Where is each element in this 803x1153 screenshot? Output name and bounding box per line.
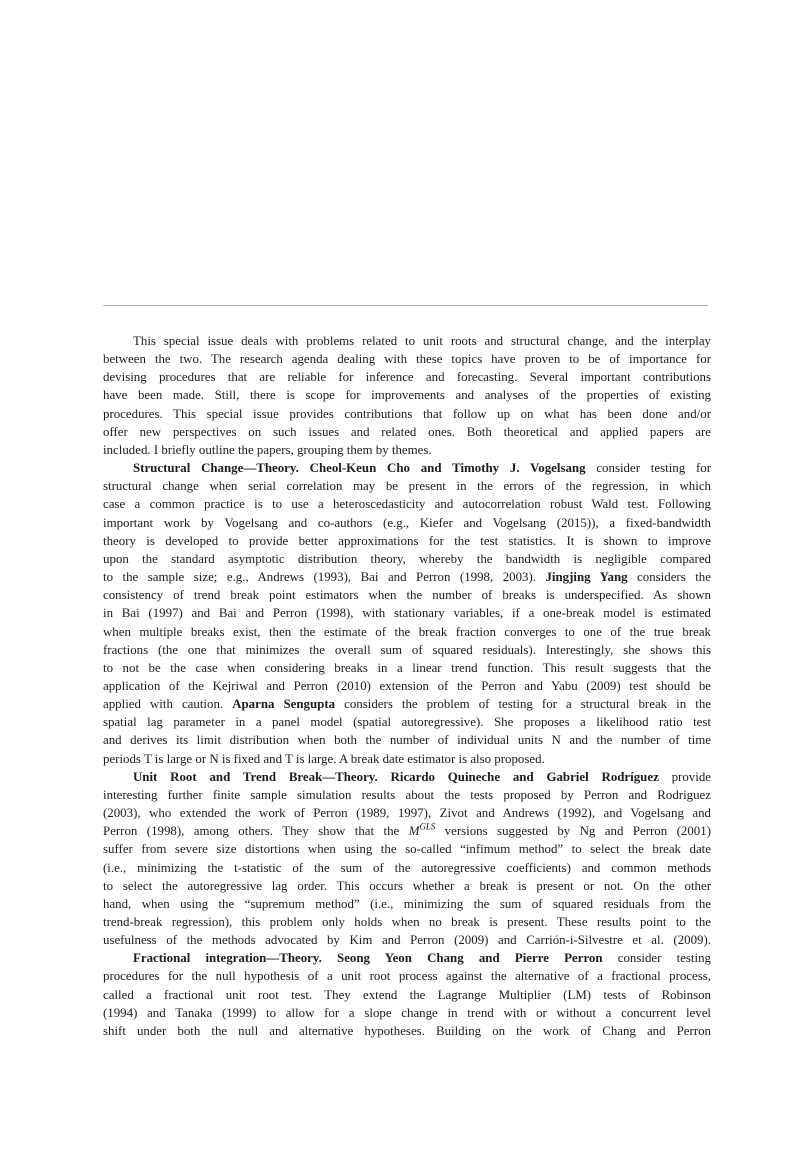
text-line [103, 750, 711, 768]
text-line [103, 1022, 711, 1040]
text-line [103, 931, 711, 949]
text-run: included. I briefly outline the papers, grouping them by themes. [103, 442, 432, 457]
text-line [103, 514, 711, 532]
text-run: suffer from severe size distortions when using the so-called “infimum method” to select the break date [103, 842, 711, 857]
text-line [103, 623, 711, 641]
bold-text-run: Jingjing Yang [545, 570, 628, 585]
text-run: provide [658, 769, 711, 784]
text-line [103, 423, 711, 441]
text-line [103, 586, 711, 604]
paragraph [103, 459, 711, 768]
text-run: usefulness of the methods advocated by Kim and Perron (2009) and Carrión-i-Silvestre et al. (2009). [103, 933, 711, 948]
text-line [103, 477, 711, 495]
text-run: application of the Kejriwal and Perron (2010) extension of the Perron and Yabu (2009) test should be [103, 678, 711, 693]
superscript-run: GLS [419, 821, 436, 832]
text-line [103, 532, 711, 550]
text-run: (1994) and Tanaka (1999) to allow for a slope change in trend with or without a concurrent level [103, 1005, 711, 1020]
text-run: procedures for the null hypothesis of a unit root process against the alternative of a fractional process, [103, 969, 711, 984]
text-run: offer new perspectives on such issues and related ones. Both theoretical and applied papers are [103, 424, 711, 439]
text-run: theory is developed to provide better approximations for the test statistics. It is shown to improve [103, 533, 711, 548]
text-run: (i.e., minimizing the t-statistic of the sum of the autoregressive coefficients) and common methods [103, 860, 711, 875]
text-run: when multiple breaks exist, then the estimate of the break fraction converges to one of the true break [103, 624, 711, 639]
text-run: considers the problem of testing for a structural break in the [335, 697, 711, 712]
text-line [103, 1004, 711, 1022]
text-run: This special issue deals with problems related to unit roots and structural change, and the interplay [133, 334, 711, 348]
text-line [103, 804, 711, 822]
bold-text-run: Unit Root and Trend Break—Theory. Ricardo Quineche and Gabriel Rodríguez [133, 769, 659, 784]
paragraph [103, 768, 711, 950]
text-run: periods T is large or N is fixed and T is large. A break date estimator is also proposed. [103, 751, 545, 766]
text-run: to select the autoregressive lag order. This occurs whether a break is present or not. On the other [103, 878, 711, 893]
text-run: interesting further finite sample simulation results about the tests proposed by Perron and Rodriguez [103, 787, 711, 802]
text-line [103, 350, 711, 368]
text-line [103, 677, 711, 695]
text-line [103, 495, 711, 513]
text-run: called a fractional unit root test. They extend the Lagrange Multiplier (LM) tests of Robinson [103, 987, 711, 1002]
text-run: consistency of trend break point estimators when the number of breaks is underspecified. As shown [103, 588, 711, 603]
paragraph [103, 949, 711, 1040]
text-run: in Bai (1997) and Bai and Perron (1998), with stationary variables, if a one-break model is estimated [103, 606, 711, 621]
text-line [103, 840, 711, 858]
text-run: consider testing for [585, 461, 711, 476]
paragraph [103, 332, 711, 459]
text-run: devising procedures that are reliable for inference and forecasting. Several important contributions [103, 370, 711, 385]
text-line [103, 786, 711, 804]
bold-text-run: Structural Change—Theory. Cheol-Keun Cho and Timothy J. Vogelsang [133, 461, 586, 476]
text-line [103, 459, 711, 477]
text-line [103, 568, 711, 586]
text-line [103, 405, 711, 423]
text-line [103, 713, 711, 731]
text-run: to not be the case when considering breaks in a linear trend function. This result suggests that the [103, 660, 711, 675]
text-run: applied with caution. [103, 697, 233, 712]
text-run: considers the [627, 570, 711, 585]
text-run: case a common practice is to use a heteroscedasticity and autocorrelation robust Wald test. Following [103, 497, 711, 512]
text-run: spatial lag parameter in a panel model (spatial autoregressive). She proposes a likelihood ratio test [103, 715, 711, 730]
text-run: Perron (1998), among others. They show that the [103, 824, 409, 839]
text-line [103, 768, 711, 786]
text-run: fractions (the one that minimizes the overall sum of squared residuals). Interestingly, she shows this [103, 642, 711, 657]
text-run: shift under both the null and alternative hypotheses. Building on the work of Chang and Perron [103, 1023, 711, 1038]
text-run: consider testing [602, 951, 711, 966]
text-line [103, 913, 711, 931]
text-run: M [408, 824, 420, 839]
text-line [103, 441, 711, 459]
text-run: versions suggested by Ng and Perron (2001) [435, 824, 711, 839]
text-run: have been made. Still, there is scope for improvements and analyses of the properties of existing [103, 388, 711, 403]
text-line [103, 822, 711, 840]
text-run: to the sample size; e.g., Andrews (1993), Bai and Perron (1998, 2003). [103, 570, 546, 585]
text-line [103, 895, 711, 913]
text-line [103, 986, 711, 1004]
text-line [103, 695, 711, 713]
text-line [103, 641, 711, 659]
text-line [103, 877, 711, 895]
text-line [103, 859, 711, 877]
text-line [103, 967, 711, 985]
text-run: (2003), who extended the work of Perron (1989, 1997), Zivot and Andrews (1992), and Vogelsang and [103, 806, 711, 821]
article-body [103, 332, 711, 1040]
horizontal-rule [103, 305, 708, 306]
text-line [103, 659, 711, 677]
text-line [103, 731, 711, 749]
text-line [103, 550, 711, 568]
text-run: trend-break regression), this problem only holds when no break is present. These results point to the [103, 915, 711, 929]
text-run: hand, when using the “supremum method” (i.e., minimizing the sum of squared residuals from the [103, 896, 711, 911]
text-run: important work by Vogelsang and co-authors (e.g., Kiefer and Vogelsang (2015)), a fixed-bandwidth [103, 515, 711, 530]
text-run: upon the standard asymptotic distribution theory, whereby the bandwidth is negligible compared [103, 551, 711, 566]
text-line [103, 604, 711, 622]
text-line [103, 332, 711, 350]
text-line [103, 386, 711, 404]
bold-text-run: Aparna Sengupta [232, 697, 336, 712]
text-run: between the two. The research agenda dealing with these topics have proven to be of importance for [103, 352, 711, 367]
text-run: and derives its limit distribution when both the number of individual units N and the number of time [103, 733, 711, 748]
bold-text-run: Fractional integration—Theory. Seong Yeon Chang and Pierre Perron [133, 951, 603, 966]
text-run: procedures. This special issue provides contributions that follow up on what has been done and/or [103, 406, 711, 421]
text-run: structural change when serial correlation may be present in the errors of the regression, in which [103, 479, 711, 494]
text-line [103, 949, 711, 967]
text-line [103, 368, 711, 386]
